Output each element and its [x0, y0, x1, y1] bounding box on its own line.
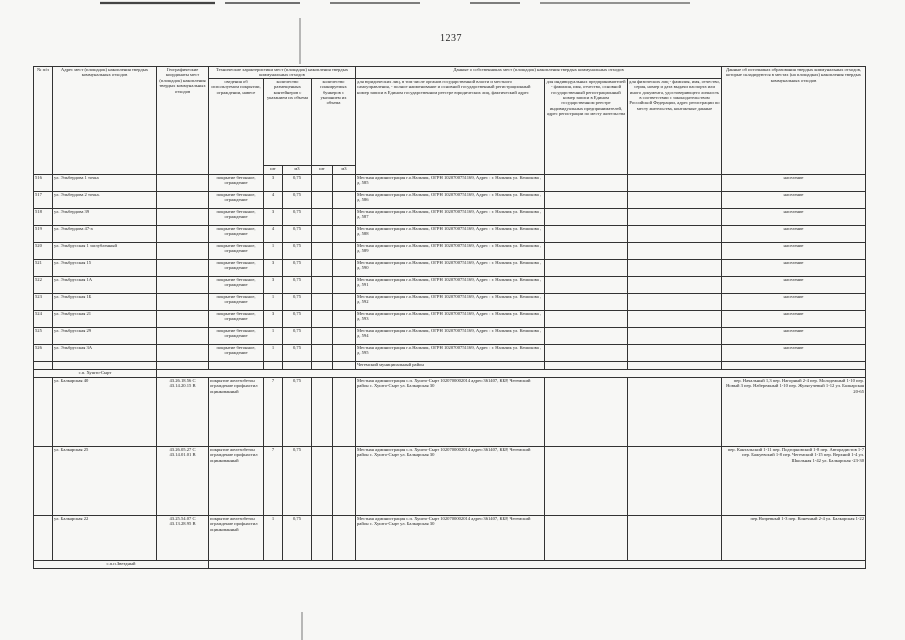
row-count: 4 [264, 191, 283, 208]
next-settlement-title: с.п.п.Звездный [34, 560, 209, 568]
row-count: 3 [264, 174, 283, 191]
row-volume: 0,75 [283, 208, 312, 225]
row-num: 522 [34, 276, 53, 293]
table-row [34, 310, 866, 327]
row-owner: Местная администрация г.о.Нальчик, ОГРН 1020700751169, Адрес : г. Нальчик ул. Кешокова , д. 589 [356, 242, 545, 259]
row-volume: 0,75 [283, 276, 312, 293]
header-containers-placed: количество размещенных контейнеров с указанием их объема [264, 78, 312, 165]
table-row [34, 293, 866, 310]
row-surface: покрытие бетонное, ограждение [209, 174, 264, 191]
row-surface: покрытие бетонное, ограждение [209, 259, 264, 276]
row-volume: 0,75 [283, 225, 312, 242]
row-source: пер.Назревный 1-3 пер. Конечный 2-4 ул. Балкарская 1-22 [722, 515, 866, 560]
row-source: население [722, 293, 866, 310]
row-address: ул. Эльбрусская 3А [53, 344, 157, 361]
row-source: население [722, 225, 866, 242]
row-address: ул. Балкарская 25 [53, 446, 157, 515]
row-volume: 0,75 [283, 191, 312, 208]
row-owner: Местная администрация с.п. Хушто-Сырт 1020700002014 адрес:361407, КБР, Чегемский район с. Хушто-Сырт ул. Балкарская 30 [356, 446, 545, 515]
row-address: ул. Эльбрусская 1 заглубленный [53, 242, 157, 259]
row-count: 1 [264, 515, 283, 560]
row-count: 1 [264, 242, 283, 259]
table-row [34, 327, 866, 344]
row-address: ул. Балкарская 22 [53, 515, 157, 560]
header-num: № п/п [34, 67, 53, 175]
row-surface: покрытие бетонное, ограждение [209, 293, 264, 310]
row-volume: 0,75 [283, 344, 312, 361]
row-address: ул. Эльбрусская 1Б [53, 293, 157, 310]
row-source: население [722, 174, 866, 191]
row-num: 520 [34, 242, 53, 259]
table-row [34, 208, 866, 225]
row-address: ул. Эльбердова 39 [53, 208, 157, 225]
row-owner: Местная администрация г.о.Нальчик, ОГРН 1020700751169, Адрес : г. Нальчик ул. Кешокова , д. 590 [356, 259, 545, 276]
row-num: 525 [34, 327, 53, 344]
row-source: население [722, 310, 866, 327]
row-owner: Местная администрация г.о.Нальчик, ОГРН 1020700751169, Адрес : г. Нальчик ул. Кешокова , д. 594 [356, 327, 545, 344]
registry-table [33, 66, 866, 569]
row-surface: покрытие бетонное, ограждение [209, 225, 264, 242]
header-tech: Технические характеристики мест (площадок) накопления твердых коммунальных отходов [209, 67, 356, 79]
row-owner: Местная администрация г.о.Нальчик, ОГРН 1020700751169, Адрес : г. Нальчик ул. Кешокова , д. 585 [356, 174, 545, 191]
row-count: 4 [264, 225, 283, 242]
table-row [34, 242, 866, 259]
row-surface: покрытие бетонное, ограждение [209, 208, 264, 225]
row-address: ул. Эльбрусская 21 [53, 310, 157, 327]
header-entrepreneurs: для индивидуальных предпринимателей - фамилия, имя, отчество, основной государственный регистрационный номер записи в Едином государственном реестре индивидуальных предпринимателей, адрес регистрации по месту жительства [545, 78, 628, 174]
row-owner: Местная администрация г.о.Нальчик, ОГРН 1020700751169, Адрес : г. Нальчик ул. Кешокова , д. 591 [356, 276, 545, 293]
row-num: 526 [34, 344, 53, 361]
row-source: население [722, 191, 866, 208]
row-surface: покрытие бетонное, ограждение [209, 276, 264, 293]
row-coords: 43.26.05.27 С 43.14.01.01 В [157, 446, 209, 515]
header-unit-pcs: шт [264, 165, 283, 174]
row-owner: Местная администрация г.о.Нальчик, ОГРН 1020700751169, Адрес : г. Нальчик ул. Кешокова , д. 586 [356, 191, 545, 208]
settlement-row [34, 560, 866, 568]
row-coords: 43.25.54.07 С 43.13.28.95 В [157, 515, 209, 560]
header-sources: Данные об источниках образования твердых коммунальных отходов, которые складируются в местах (на площадках) накопления твердых коммунальных отходов [722, 67, 866, 175]
row-source: население [722, 276, 866, 293]
row-surface: покрытие железобетон ограждение профнастил оцинкованный [209, 515, 264, 560]
header-owners: Данные о собственниках мест (площадок) накопления твердых коммунальных отходов [356, 67, 722, 79]
district-title: Чегемский муниципальный район [356, 361, 545, 369]
row-address: ул. Эльбрусская 29 [53, 327, 157, 344]
row-num: 523 [34, 293, 53, 310]
table-row [34, 191, 866, 208]
row-volume: 0,75 [283, 515, 312, 560]
district-row [34, 361, 866, 369]
row-surface: покрытие бетонное, ограждение [209, 344, 264, 361]
row-surface: покрытие бетонное, ограждение [209, 327, 264, 344]
row-count: 1 [264, 327, 283, 344]
table-row [34, 377, 866, 446]
settlement-row [34, 369, 866, 377]
row-num: 518 [34, 208, 53, 225]
header-surface: сведения об используемом покрытии, ограждении, навесе [209, 78, 264, 174]
row-count: 7 [264, 377, 283, 446]
header-unit-m3: м3 [333, 165, 356, 174]
table-row [34, 174, 866, 191]
row-source: население [722, 208, 866, 225]
row-num: 519 [34, 225, 53, 242]
table-row [34, 344, 866, 361]
row-source: население [722, 242, 866, 259]
row-owner: Местная администрация с.п. Хушто-Сырт 1020700002014 адрес:361407, КБР, Чегемский район с. Хушто-Сырт ул. Балкарская 30 [356, 515, 545, 560]
table-row [34, 515, 866, 560]
table-row [34, 259, 866, 276]
row-volume: 0,75 [283, 327, 312, 344]
row-address: ул. Эльбердова 2 точка. [53, 191, 157, 208]
row-address: ул. Эльбрусская 15 [53, 259, 157, 276]
settlement-title: с.п. Хушто-Сырт [34, 369, 157, 377]
row-volume: 0,75 [283, 259, 312, 276]
row-owner: Местная администрация г.о.Нальчик, ОГРН 1020700751169, Адрес : г. Нальчик ул. Кешокова , д. 587 [356, 208, 545, 225]
row-num: 521 [34, 259, 53, 276]
row-num: 516 [34, 174, 53, 191]
row-volume: 0,75 [283, 242, 312, 259]
row-owner: Местная администрация г.о.Нальчик, ОГРН 1020700751169, Адрес : г. Нальчик ул. Кешокова , д. 588 [356, 225, 545, 242]
row-volume: 0,75 [283, 377, 312, 446]
table-row [34, 276, 866, 293]
row-num: 524 [34, 310, 53, 327]
header-legal: для юридических лиц, в том числе органов государственной власти и местного самоуправления, - полное наименование и основной государственный регистрационный номер записи в Едином государственном реестре юридических лиц, фактический адрес [356, 78, 545, 174]
row-source: население [722, 259, 866, 276]
row-num: 517 [34, 191, 53, 208]
row-source: пер. Начальный 1,3 пер. Нагорный 2-4 пер. Молодежный 1-10 пер. Новый 3 пер. Набережный 1-10 пер. Жулягучевый 1-12 ул. Балкарская 20-65 [722, 377, 866, 446]
table-row [34, 225, 866, 242]
row-count: 3 [264, 276, 283, 293]
row-address: ул. Балкарская 40 [53, 377, 157, 446]
row-source: пер. Кантальский 1-11 пер. Подгорновский 1-8 пер. Авторадистов 1-7 пер. Бажуевский 1-8 пер. Чегемский 1-15 пер. Верхний 1-4 ул. Школьная 1-42 ул. Балкарская -23-30 [722, 446, 866, 515]
row-owner: Местная администрация с.п. Хушто-Сырт 1020700002014 адрес:361407, КБР, Чегемский район с. Хушто-Сырт ул. Балкарская 30 [356, 377, 545, 446]
row-owner: Местная администрация г.о.Нальчик, ОГРН 1020700751169, Адрес : г. Нальчик ул. Кешокова , д. 592 [356, 293, 545, 310]
row-count: 7 [264, 446, 283, 515]
row-count: 3 [264, 259, 283, 276]
row-volume: 0,75 [283, 293, 312, 310]
header-individuals: для физических лиц - фамилия, имя, отчество, серия, номер и дата выдачи паспорта или иного документа, удостоверяющего личность в соответствии с законодательством Российской Федерации, адрес регистрации по месту жительства, контактные данные [628, 78, 722, 174]
header-unit-pcs: шт [312, 165, 333, 174]
row-count: 3 [264, 310, 283, 327]
row-surface: покрытие железобетон ограждение профнастил оцинкованный [209, 377, 264, 446]
header-coords: Географические координаты мест (площадок) накопления твердых коммунальных отходов [157, 67, 209, 175]
row-owner: Местная администрация г.о.Нальчик, ОГРН 1020700751169, Адрес : г. Нальчик ул. Кешокова , д. 593 [356, 310, 545, 327]
row-coords: 43.26.18.56 С 43.14.20.15 В [157, 377, 209, 446]
header-address: Адрес мест (площадок) накопления твердых коммунальных отходов [53, 67, 157, 175]
row-count: 1 [264, 344, 283, 361]
row-surface: покрытие железобетон ограждение профнастил оцинкованный [209, 446, 264, 515]
row-source: население [722, 327, 866, 344]
row-source: население [722, 344, 866, 361]
row-volume: 0,75 [283, 310, 312, 327]
row-address: ул. Эльбрусская 1А [53, 276, 157, 293]
row-owner: Местная администрация г.о.Нальчик, ОГРН 1020700751169, Адрес : г. Нальчик ул. Кешокова , д. 595 [356, 344, 545, 361]
row-volume: 0,75 [283, 446, 312, 515]
page-number: 1237 [440, 33, 462, 44]
row-volume: 0,75 [283, 174, 312, 191]
row-surface: покрытие бетонное, ограждение [209, 191, 264, 208]
row-count: 1 [264, 293, 283, 310]
row-count: 3 [264, 208, 283, 225]
row-surface: покрытие бетонное, ограждение [209, 310, 264, 327]
header-bins-planned: количество планируемых бункеров с указанием их объема [312, 78, 356, 165]
row-address: ул. Эльбердова 47-а [53, 225, 157, 242]
header-unit-m3: м3 [283, 165, 312, 174]
row-surface: покрытие бетонное, ограждение [209, 242, 264, 259]
row-address: ул. Эльбердова 1 точка [53, 174, 157, 191]
table-row [34, 446, 866, 515]
